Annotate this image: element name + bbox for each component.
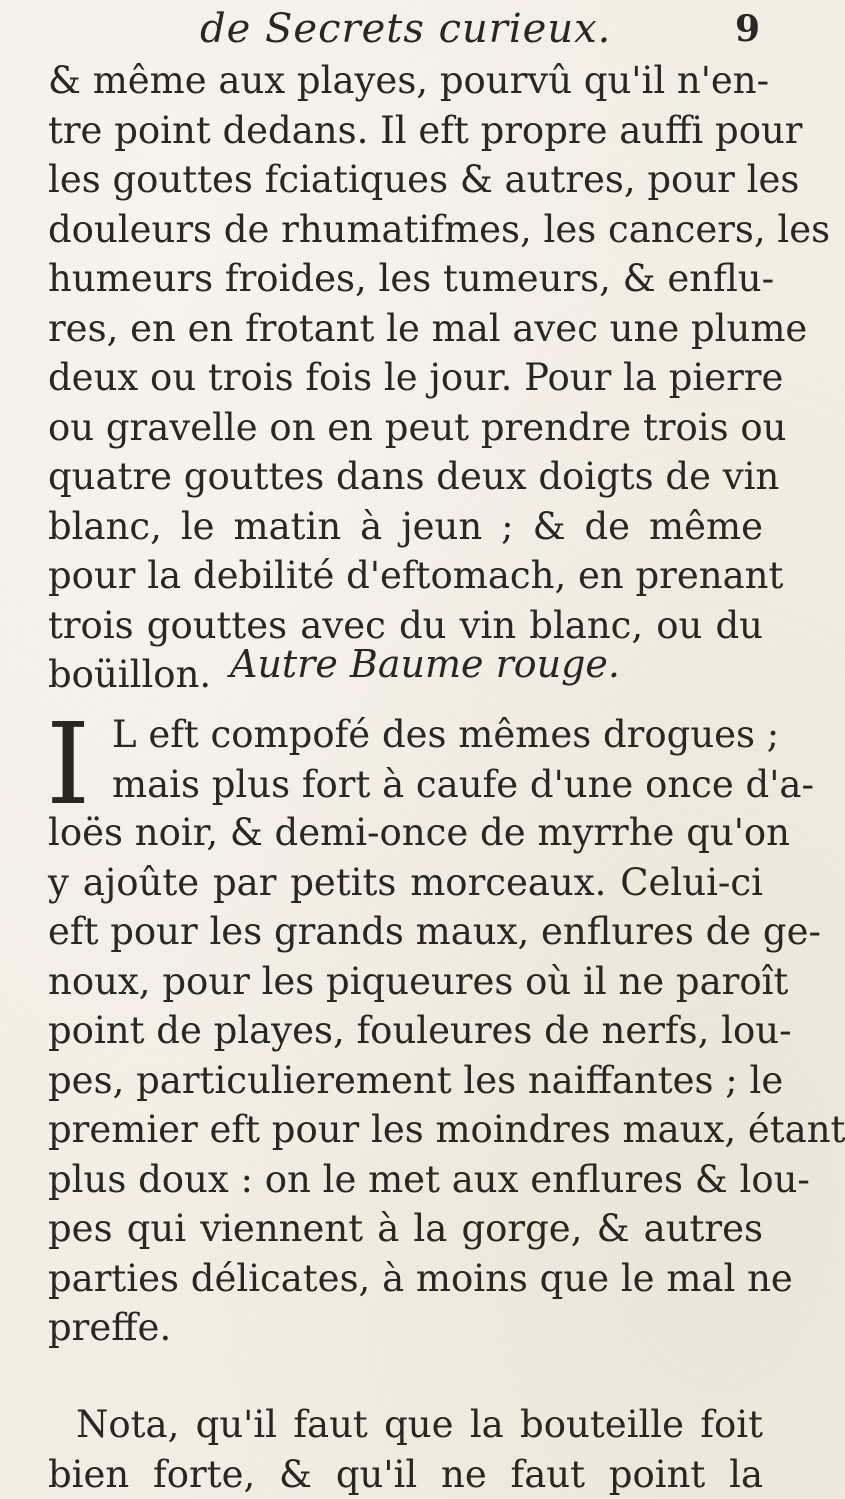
text-line: deux ou trois fois le jour. Pour la pierre [48, 353, 763, 403]
text-line: boüillon. [48, 650, 763, 700]
text-line: quatre gouttes dans deux doigts de vin [48, 452, 763, 502]
text-line: trois gouttes avec du vin blanc, ou du [48, 601, 763, 651]
text-line: preffe. [48, 1303, 763, 1353]
nota-paragraph [48, 1400, 763, 1499]
section-opening-lines [112, 710, 763, 809]
text-line: eft pour les grands maux, enflures de ge- [48, 907, 763, 957]
section-body [48, 808, 763, 1353]
text-line: plus doux : on le met aux enflures & lou- [48, 1155, 763, 1205]
text-line: loës noir, & demi-once de myrrhe qu'on [48, 808, 763, 858]
text-line: Nota, qu'il faut que la bouteille foit [48, 1400, 763, 1450]
text-line: & même aux playes, pourvû qu'il n'en- [48, 56, 763, 106]
text-line: noux, pour les piqueures où il ne paroît [48, 957, 763, 1007]
text-line: res, en en frotant le mal avec une plume [48, 304, 763, 354]
text-line: pes qui viennent à la gorge, & autres [48, 1204, 763, 1254]
page-number: 9 [735, 8, 760, 50]
text-line: pour la debilité d'eftomach, en prenant [48, 551, 763, 601]
text-line: blanc, le matin à jeun ; & de même [48, 502, 763, 552]
text-line: pes, particulierement les naiffantes ; le [48, 1056, 763, 1106]
text-line: les gouttes fciatiques & autres, pour les [48, 155, 763, 205]
running-title: de Secrets curieux. [200, 6, 611, 52]
section-title: Autre Baume rouge. [230, 642, 620, 686]
text-line: bien forte, & qu'il ne faut point la [48, 1450, 763, 1499]
text-line: douleurs de rhumatifmes, les cancers, les [48, 205, 763, 255]
text-line: L eft compofé des mêmes drogues ; [112, 710, 763, 760]
drop-cap: I [46, 715, 90, 815]
text-line: premier eft pour les moindres maux, étant [48, 1105, 763, 1155]
text-line: parties délicates, à moins que le mal ne [48, 1254, 763, 1304]
text-line: y ajoûte par petits morceaux. Celui-ci [48, 858, 763, 908]
text-line: mais plus fort à caufe d'une once d'a- [112, 760, 763, 810]
text-line: ou gravelle on en peut prendre trois ou [48, 403, 763, 453]
text-line: humeurs froides, les tumeurs, & enflu- [48, 254, 763, 304]
paragraph-one [48, 56, 763, 700]
text-line: point de playes, fouleures de nerfs, lou- [48, 1006, 763, 1056]
text-line: tre point dedans. Il eft propre auffi pour [48, 106, 763, 156]
